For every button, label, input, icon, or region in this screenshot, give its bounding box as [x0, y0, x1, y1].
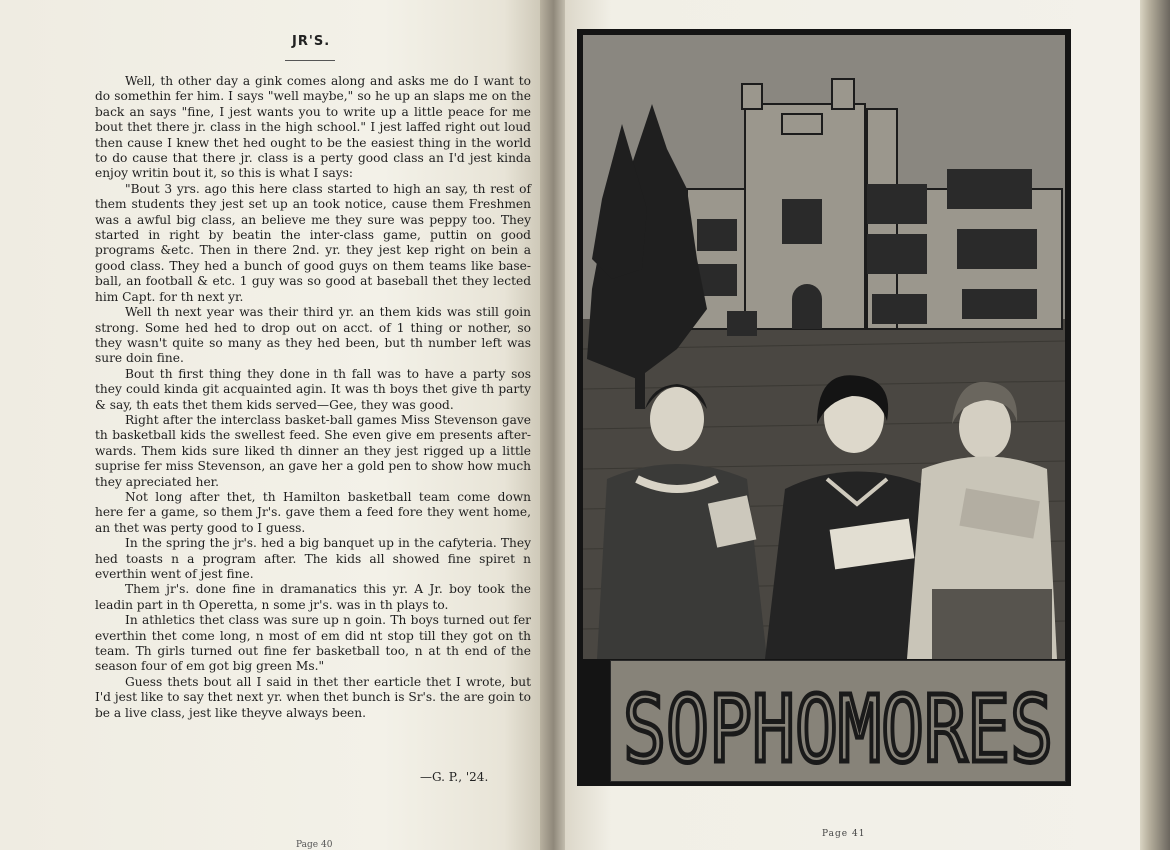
paragraph: Well, th other day a gink comes along and asks me do I want to do somethin fer him. I says "well maybe," so he up an slaps me on the back an says "fine, I jest wants you to write up a little peace for me bout thet there jr. class in the high school." I jest laffed right out loud then cause I knew thet hed ought to be the easiest thing in the world to do cause that there jr. class is a perty good class an I'd jest kinda enjoy writin bout it, so this is what I says:	[95, 74, 531, 181]
article-text	[95, 74, 531, 721]
page-number-left: Page 40	[296, 840, 333, 850]
paragraph: In the spring the jr's. hed a big banquet up in the cafyteria. They hed toasts n a program after. The kids all showed fine spiret n everthin went of jest fine.	[95, 536, 531, 581]
paragraph: Guess thets bout all I said in thet ther earticle thet I wrote, but I'd jest like to say thet next yr. when thet bunch is Sr's. the are goin to be a live class, jest like theyve always been.	[95, 674, 531, 720]
signature: —G. P., '24.	[420, 770, 489, 784]
paragraph: Not long after thet, th Hamilton basketball team come down here fer a game, so them Jr's. gave them a feed fore they went home, an thet was perty good to I guess.	[95, 489, 531, 535]
banner-panel	[610, 660, 1066, 782]
paragraph: "Bout 3 yrs. ago this here class started to high an say, th rest of them students they jest set up an took notice, cause them Freshmen was a awful big class, an believe me they sure was peppy too. They started in right by beatin the inter-class game, puttin on good programs &etc. Then in there 2nd. yr. they jest kep right on bein a good class. They hed a bunch of good guys on them teams like base-ball, an football & etc. 1 guy was so good at baseball thet they lected him Capt. for th next yr.	[95, 181, 531, 304]
page-number-right: Page 41	[822, 829, 866, 839]
banner-lettering	[611, 661, 1065, 781]
paragraph: Bout th first thing they done in th fall was to have a party sos they could kinda git acquainted agin. It was th boys thet give th party & say, th eats thet them kids served—Gee, they was good.	[95, 366, 531, 412]
paragraph: Well th next year was their third yr. an them kids was still goin strong. Some hed hed to drop out on acct. of 1 thing or nother, so they wasn't quite so many as they hed been, but th number left was sure doin fine.	[95, 305, 531, 366]
paragraph: Them jr's. done fine in dramanatics this yr. A Jr. boy took the leadin part in th Operetta, n some jr's. was in th plays to.	[95, 582, 531, 612]
paragraph: Right after the interclass basket-ball games Miss Stevenson gave th basketball kids the swellest feed. She even give em presents after-wards. Them kids sure liked th dinner an they jest rigged up a little suprise fer miss Stevenson, an gave her a gold pen to show how much they apreciated her.	[95, 412, 531, 489]
page-header: JR'S.	[292, 34, 331, 49]
page-edges	[1140, 0, 1170, 850]
header-rule	[285, 60, 335, 61]
banner-title: SOPHOMORES	[623, 676, 1053, 783]
paragraph: In athletics thet class was sure up n goin. Th boys turned out fer everthin thet come long, n most of em did nt stop till they got on th team. Th girls turned out fine fer basketball too, n at th end of the season four of em got big green Ms."	[95, 613, 531, 674]
